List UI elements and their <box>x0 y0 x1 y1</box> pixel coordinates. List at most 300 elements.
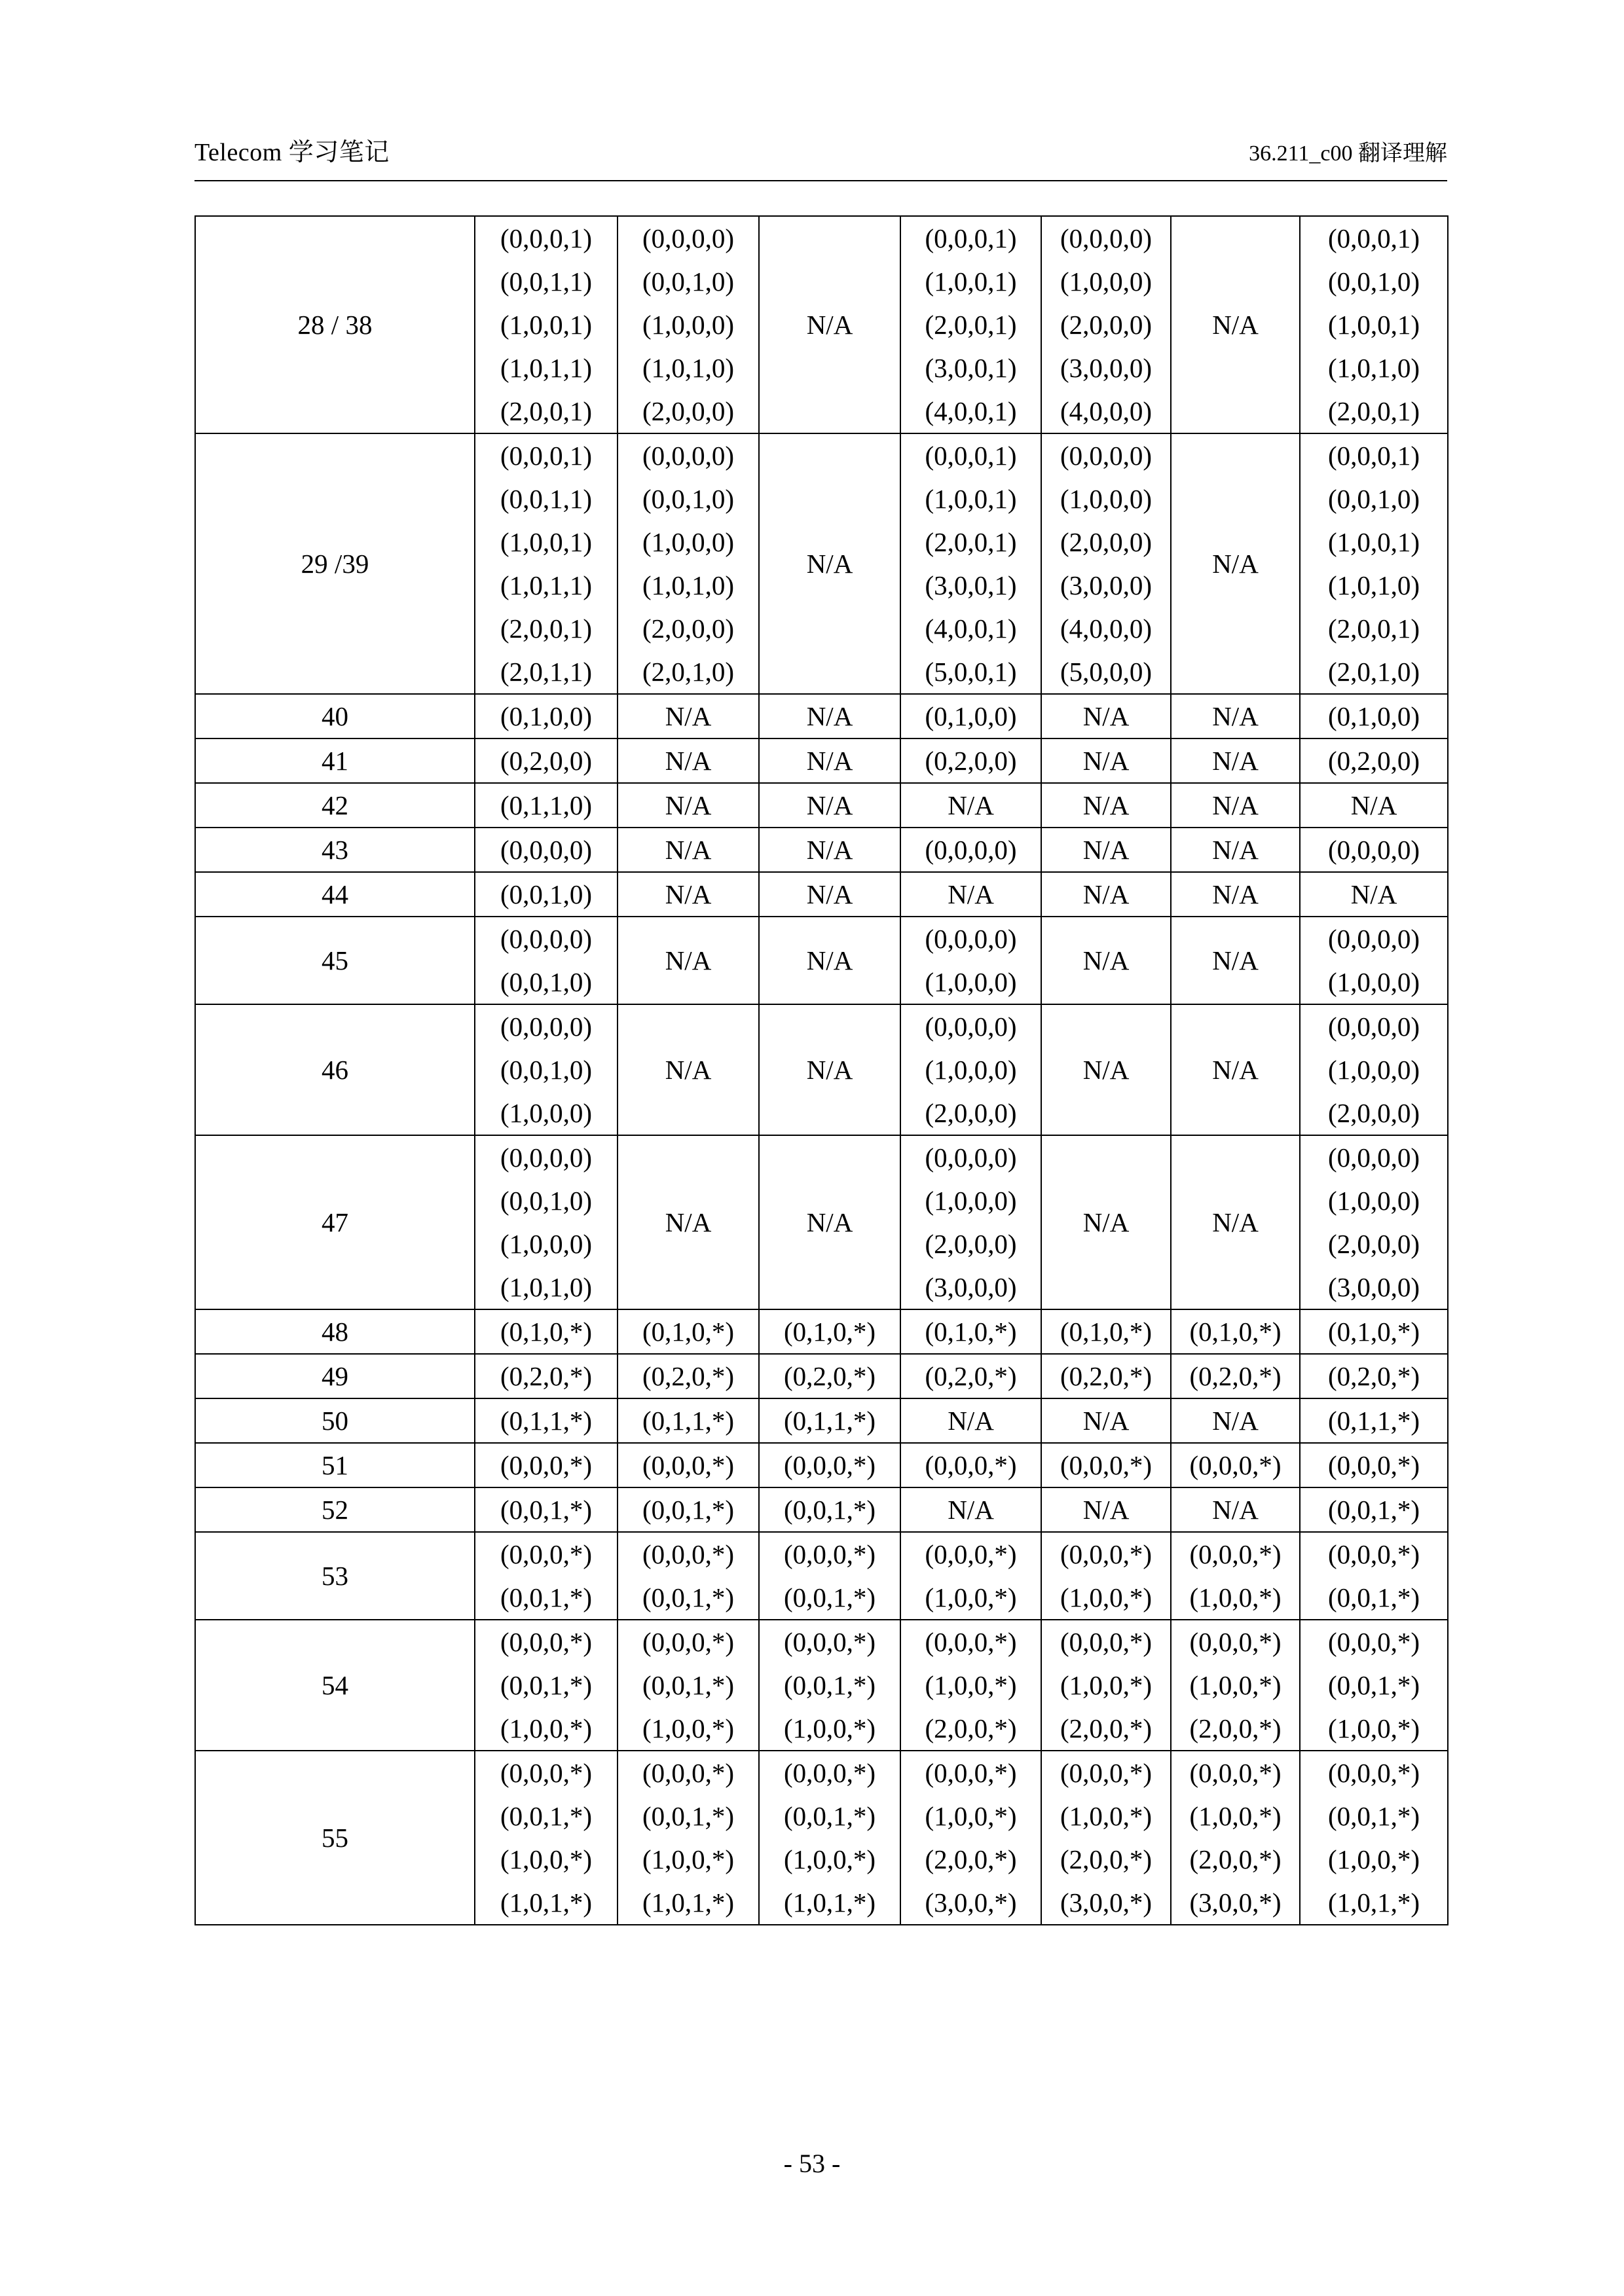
cell-value: (2,0,0,0) <box>925 1229 1017 1259</box>
cell-value: (0,0,0,*) <box>500 1539 593 1569</box>
cell-value: (1,0,0,*) <box>1189 1670 1282 1700</box>
table-cell <box>1041 1354 1171 1398</box>
cell-value: (0,0,0,*) <box>642 1450 735 1480</box>
table-cell <box>1300 1487 1448 1532</box>
table-cell <box>759 694 900 738</box>
cell-value: (1,0,0,*) <box>925 1670 1017 1700</box>
cell-value: (2,0,0,0) <box>642 613 735 644</box>
cell-value: (1,0,0,0) <box>1060 266 1153 297</box>
cell-value: N/A <box>1212 879 1259 909</box>
cell-value: N/A <box>806 879 853 909</box>
cell-value: N/A <box>1212 549 1259 579</box>
table-cell <box>1041 1309 1171 1354</box>
table-row <box>195 1004 1448 1135</box>
cell-value: (0,0,1,*) <box>500 1801 593 1831</box>
table-cell <box>475 216 618 433</box>
cell-value: (0,0,0,*) <box>500 1450 593 1480</box>
table-cell <box>1171 738 1300 783</box>
cell-value: (0,0,0,0) <box>1060 223 1153 253</box>
cell-value: N/A <box>1212 1207 1259 1237</box>
cell-value: N/A <box>665 879 712 909</box>
cell-value: (0,0,1,0) <box>500 1186 593 1216</box>
cell-value: N/A <box>1082 879 1130 909</box>
cell-value: (1,0,0,1) <box>500 527 593 557</box>
table-cell <box>900 1354 1041 1398</box>
cell-value: (1,0,0,0) <box>925 1055 1017 1085</box>
cell-value: (1,0,1,*) <box>642 1887 735 1918</box>
cell-value: (1,0,0,1) <box>1327 527 1420 557</box>
table-cell <box>759 783 900 828</box>
cell-value: N/A <box>1212 1055 1259 1085</box>
cell-value: (0,0,0,*) <box>642 1758 735 1788</box>
cell-value: (0,0,0,*) <box>642 1539 735 1569</box>
table-cell <box>475 694 618 738</box>
cell-value: N/A <box>806 835 853 865</box>
cell-value: (0,1,0,0) <box>500 701 593 731</box>
cell-value: (0,0,1,*) <box>1327 1582 1420 1613</box>
cell-value: (0,0,1,0) <box>500 879 593 909</box>
cell-value: (0,1,0,*) <box>1189 1317 1282 1347</box>
cell-value: (0,0,1,*) <box>642 1801 735 1831</box>
cell-value: (0,0,1,*) <box>642 1670 735 1700</box>
cell-value: (0,1,1,*) <box>1327 1406 1420 1436</box>
cell-value: (3,0,0,0) <box>1327 1272 1420 1302</box>
cell-value: N/A <box>665 746 712 776</box>
cell-value: (0,0,1,*) <box>642 1582 735 1613</box>
cell-value: (1,0,0,*) <box>783 1713 876 1743</box>
table-cell <box>475 1398 618 1443</box>
cell-value: N/A <box>1082 835 1130 865</box>
table-cell <box>759 1309 900 1354</box>
cell-value: (2,0,1,0) <box>1327 657 1420 687</box>
table-cell <box>900 694 1041 738</box>
cell-value: (1,0,0,0) <box>925 967 1017 997</box>
table-cell <box>1171 433 1300 694</box>
cell-value: (0,0,1,0) <box>642 266 735 297</box>
cell-value: N/A <box>1082 945 1130 975</box>
table-cell <box>1300 1354 1448 1398</box>
cell-value: (0,0,0,0) <box>500 835 593 865</box>
cell-value: (0,0,0,*) <box>925 1539 1017 1569</box>
cell-value: (2,0,0,1) <box>1327 396 1420 426</box>
table-cell <box>1300 783 1448 828</box>
cell-value: N/A <box>1082 1055 1130 1085</box>
header-doc-id: 36.211_c00 翻译理解 <box>1249 141 1447 166</box>
cell-value: (2,0,0,*) <box>1189 1844 1282 1874</box>
cell-value: (0,0,0,*) <box>783 1539 876 1569</box>
cell-value: (0,0,0,0) <box>1327 1142 1420 1173</box>
table-cell <box>1171 1354 1300 1398</box>
cell-value: (0,0,0,0) <box>500 1011 593 1042</box>
cell-value: (0,1,0,*) <box>1060 1317 1153 1347</box>
cell-value: (1,0,0,*) <box>925 1582 1017 1613</box>
cell-value: (0,0,0,*) <box>1189 1539 1282 1569</box>
table-cell <box>900 1398 1041 1443</box>
cell-value: (4,0,0,0) <box>1060 613 1153 644</box>
row-label: 47 <box>195 1135 475 1309</box>
table-cell <box>475 1751 618 1925</box>
cell-value: (0,0,0,1) <box>1327 223 1420 253</box>
cell-value: (1,0,0,0) <box>1060 484 1153 514</box>
table-cell <box>759 1487 900 1532</box>
cell-value: (1,0,0,*) <box>783 1844 876 1874</box>
table-row <box>195 1532 1448 1620</box>
cell-value: (1,0,1,1) <box>500 353 593 383</box>
cell-value: (3,0,0,*) <box>1189 1887 1282 1918</box>
cell-value: (1,0,0,1) <box>500 310 593 340</box>
cell-value: (0,0,0,*) <box>1060 1758 1153 1788</box>
table-row <box>195 1135 1448 1309</box>
cell-value: (0,0,1,0) <box>642 484 735 514</box>
cell-value: (1,0,0,0) <box>1327 1055 1420 1085</box>
cell-value: (0,0,0,*) <box>500 1627 593 1657</box>
cell-value: (4,0,0,0) <box>1060 396 1153 426</box>
table-cell <box>1041 1532 1171 1620</box>
row-label: 49 <box>195 1354 475 1398</box>
cell-value: (0,0,0,*) <box>783 1627 876 1657</box>
table-row <box>195 1309 1448 1354</box>
table-cell <box>618 1354 759 1398</box>
cell-value: (0,0,0,*) <box>925 1450 1017 1480</box>
row-label: 46 <box>195 1004 475 1135</box>
table-cell <box>475 1532 618 1620</box>
table-cell <box>618 1620 759 1751</box>
cell-value: (0,0,1,*) <box>642 1495 735 1525</box>
table-cell <box>900 917 1041 1004</box>
table-row <box>195 1751 1448 1925</box>
table-row <box>195 694 1448 738</box>
table-row <box>195 1443 1448 1487</box>
cell-value: (0,0,0,*) <box>1189 1758 1282 1788</box>
table-cell <box>900 433 1041 694</box>
cell-value: (2,0,0,1) <box>925 527 1017 557</box>
cell-value: (1,0,0,*) <box>642 1713 735 1743</box>
table-cell <box>475 1354 618 1398</box>
row-label: 40 <box>195 694 475 738</box>
table-cell <box>759 1135 900 1309</box>
table-cell <box>759 828 900 872</box>
cell-value: (2,0,0,*) <box>1189 1713 1282 1743</box>
cell-value: (2,0,1,0) <box>642 657 735 687</box>
cell-value: (0,1,1,*) <box>642 1406 735 1436</box>
cell-value: (0,0,0,*) <box>1327 1758 1420 1788</box>
cell-value: (1,0,1,0) <box>642 570 735 600</box>
cell-value: N/A <box>948 1495 994 1525</box>
cell-value: N/A <box>1082 746 1130 776</box>
table-cell <box>759 1620 900 1751</box>
cell-value: N/A <box>806 1207 853 1237</box>
cell-value: N/A <box>1212 746 1259 776</box>
table-cell <box>1041 1004 1171 1135</box>
table-cell <box>618 216 759 433</box>
cell-value: N/A <box>1212 790 1259 820</box>
cell-value: (0,0,0,0) <box>1327 1011 1420 1042</box>
table-cell <box>618 1532 759 1620</box>
cell-value: (2,0,0,0) <box>642 396 735 426</box>
cell-value: (5,0,0,1) <box>925 657 1017 687</box>
table-body <box>195 216 1448 1925</box>
table-cell <box>759 917 900 1004</box>
cell-value: (1,0,0,*) <box>1060 1582 1153 1613</box>
table-row <box>195 433 1448 694</box>
table-cell <box>900 738 1041 783</box>
row-label: 50 <box>195 1398 475 1443</box>
row-label: 53 <box>195 1532 475 1620</box>
cell-value: (0,2,0,0) <box>500 746 593 776</box>
cell-value: (2,0,0,1) <box>925 310 1017 340</box>
table-cell <box>475 1135 618 1309</box>
table-cell <box>1041 738 1171 783</box>
cell-value: (0,0,1,*) <box>783 1670 876 1700</box>
cell-value: (0,0,0,*) <box>1327 1450 1420 1480</box>
cell-value: N/A <box>1082 1495 1130 1525</box>
table-cell <box>1300 1620 1448 1751</box>
table-cell <box>759 216 900 433</box>
table-cell <box>759 872 900 917</box>
cell-value: (0,0,0,1) <box>1327 441 1420 471</box>
cell-value: N/A <box>665 1207 712 1237</box>
table-cell <box>1041 1398 1171 1443</box>
table-cell <box>1171 1620 1300 1751</box>
table-cell <box>900 1443 1041 1487</box>
table-cell <box>759 1398 900 1443</box>
table-cell <box>1300 872 1448 917</box>
cell-value: (0,0,1,*) <box>1327 1495 1420 1525</box>
table-cell <box>475 1443 618 1487</box>
cell-value: (2,0,0,0) <box>1060 310 1153 340</box>
cell-value: (0,1,0,*) <box>925 1317 1017 1347</box>
table-cell <box>475 433 618 694</box>
cell-value: (0,0,0,*) <box>1327 1627 1420 1657</box>
cell-value: N/A <box>806 945 853 975</box>
table-cell <box>1171 1004 1300 1135</box>
cell-value: (0,0,0,0) <box>925 1011 1017 1042</box>
table-cell <box>900 828 1041 872</box>
cell-value: (0,0,0,*) <box>925 1758 1017 1788</box>
row-label: 42 <box>195 783 475 828</box>
cell-value: N/A <box>1082 701 1130 731</box>
table-cell <box>618 694 759 738</box>
cell-value: (3,0,0,1) <box>925 570 1017 600</box>
table-cell <box>1171 872 1300 917</box>
cell-value: (0,0,0,*) <box>783 1758 876 1788</box>
table-cell <box>1041 433 1171 694</box>
table-cell <box>618 1309 759 1354</box>
cell-value: (0,1,1,*) <box>783 1406 876 1436</box>
cell-value: (0,0,1,0) <box>1327 266 1420 297</box>
table-cell <box>1300 1135 1448 1309</box>
cell-value: (0,0,1,*) <box>783 1495 876 1525</box>
cell-value: N/A <box>665 1055 712 1085</box>
table-row <box>195 1398 1448 1443</box>
cell-value: (0,0,1,1) <box>500 484 593 514</box>
cell-value: N/A <box>806 790 853 820</box>
cell-value: N/A <box>806 746 853 776</box>
cell-value: (1,0,1,0) <box>500 1272 593 1302</box>
table-cell <box>900 1309 1041 1354</box>
table-cell <box>1171 216 1300 433</box>
table-cell <box>618 828 759 872</box>
cell-value: (1,0,0,*) <box>1327 1844 1420 1874</box>
table-cell <box>1171 1398 1300 1443</box>
cell-value: N/A <box>1082 1207 1130 1237</box>
cell-value: (2,0,0,*) <box>925 1844 1017 1874</box>
table-cell <box>1041 694 1171 738</box>
cell-value: (0,2,0,*) <box>925 1361 1017 1391</box>
table-row <box>195 783 1448 828</box>
table-cell <box>1041 216 1171 433</box>
table-row <box>195 738 1448 783</box>
table-cell <box>618 1443 759 1487</box>
cell-value: (2,0,1,1) <box>500 657 593 687</box>
table-cell <box>1041 783 1171 828</box>
table-cell <box>618 1135 759 1309</box>
cell-value: N/A <box>806 549 853 579</box>
cell-value: (2,0,0,1) <box>1327 613 1420 644</box>
table-row <box>195 872 1448 917</box>
table-cell <box>759 1443 900 1487</box>
cell-value: (0,2,0,*) <box>1327 1361 1420 1391</box>
cell-value: N/A <box>948 790 994 820</box>
cell-value: (2,0,0,0) <box>1060 527 1153 557</box>
table-cell <box>618 1004 759 1135</box>
table-cell <box>475 872 618 917</box>
cell-value: (4,0,0,1) <box>925 613 1017 644</box>
table-cell <box>1041 1443 1171 1487</box>
cell-value: N/A <box>1212 945 1259 975</box>
cell-value: (0,0,0,0) <box>1060 441 1153 471</box>
cell-value: (1,0,1,*) <box>783 1887 876 1918</box>
table-cell <box>759 1751 900 1925</box>
cell-value: N/A <box>1212 1406 1259 1436</box>
table-cell <box>1041 917 1171 1004</box>
row-label: 28 / 38 <box>195 216 475 433</box>
table-cell <box>475 1487 618 1532</box>
table-cell <box>1171 1532 1300 1620</box>
row-label: 41 <box>195 738 475 783</box>
table-cell <box>475 783 618 828</box>
cell-value: (1,0,0,*) <box>500 1844 593 1874</box>
cell-value: N/A <box>665 701 712 731</box>
cell-value: N/A <box>948 879 994 909</box>
table-row <box>195 216 1448 433</box>
cell-value: (0,0,1,*) <box>1327 1670 1420 1700</box>
table-cell <box>618 872 759 917</box>
table-cell <box>1171 694 1300 738</box>
row-label: 45 <box>195 917 475 1004</box>
table-cell <box>1041 1135 1171 1309</box>
table-cell <box>1300 1004 1448 1135</box>
table-cell <box>759 1004 900 1135</box>
cell-value: (3,0,0,0) <box>1060 353 1153 383</box>
cell-value: (0,2,0,*) <box>783 1361 876 1391</box>
cell-value: (0,0,0,*) <box>1189 1627 1282 1657</box>
cell-value: (0,0,0,*) <box>1060 1450 1153 1480</box>
table-cell <box>1300 216 1448 433</box>
cell-value: N/A <box>806 310 853 340</box>
cell-value: (2,0,0,1) <box>500 396 593 426</box>
cell-value: (1,0,0,0) <box>1327 967 1420 997</box>
table-cell <box>618 917 759 1004</box>
cell-value: (1,0,0,*) <box>1189 1801 1282 1831</box>
cell-value: (0,2,0,*) <box>500 1361 593 1391</box>
cell-value: (1,0,0,*) <box>925 1801 1017 1831</box>
cell-value: (0,1,0,*) <box>500 1317 593 1347</box>
page-number: - 53 - <box>783 2149 841 2178</box>
cell-value: (0,0,1,1) <box>500 266 593 297</box>
table-cell <box>759 1532 900 1620</box>
cell-value: (1,0,0,*) <box>642 1844 735 1874</box>
table-cell <box>1171 917 1300 1004</box>
cell-value: (0,1,0,0) <box>925 701 1017 731</box>
table-cell <box>900 783 1041 828</box>
cell-value: (1,0,0,1) <box>1327 310 1420 340</box>
table-cell <box>475 1004 618 1135</box>
cell-value: (0,1,1,0) <box>500 790 593 820</box>
table-cell <box>900 1004 1041 1135</box>
cell-value: (0,0,0,0) <box>925 1142 1017 1173</box>
table-cell <box>618 783 759 828</box>
table-cell <box>1300 433 1448 694</box>
table-cell <box>1041 828 1171 872</box>
row-label: 44 <box>195 872 475 917</box>
cell-value: (0,0,0,*) <box>1060 1627 1153 1657</box>
cell-value: (0,0,0,0) <box>1327 835 1420 865</box>
cell-value: (2,0,0,1) <box>500 613 593 644</box>
table-cell <box>1041 1487 1171 1532</box>
cell-value: (0,0,1,0) <box>1327 484 1420 514</box>
cell-value: N/A <box>1082 790 1130 820</box>
cell-value: (5,0,0,0) <box>1060 657 1153 687</box>
table-cell <box>900 216 1041 433</box>
cell-value: (0,0,0,1) <box>500 223 593 253</box>
mapping-table <box>194 215 1449 1925</box>
table-row <box>195 917 1448 1004</box>
table-cell <box>475 828 618 872</box>
cell-value: (1,0,0,1) <box>925 484 1017 514</box>
cell-value: (1,0,0,0) <box>925 1186 1017 1216</box>
row-label: 52 <box>195 1487 475 1532</box>
table-cell <box>1300 1751 1448 1925</box>
table-cell <box>1041 1751 1171 1925</box>
cell-value: N/A <box>665 945 712 975</box>
cell-value: (0,0,0,*) <box>925 1627 1017 1657</box>
cell-value: N/A <box>806 1055 853 1085</box>
table-cell <box>900 1751 1041 1925</box>
cell-value: (0,0,1,0) <box>500 967 593 997</box>
table-cell <box>1041 872 1171 917</box>
cell-value: (0,1,0,*) <box>1327 1317 1420 1347</box>
cell-value: (0,0,1,*) <box>783 1582 876 1613</box>
cell-value: (0,0,1,*) <box>500 1495 593 1525</box>
cell-value: (1,0,1,0) <box>642 353 735 383</box>
table-cell <box>1300 694 1448 738</box>
row-label: 43 <box>195 828 475 872</box>
cell-value: (1,0,0,1) <box>925 266 1017 297</box>
table-cell <box>1171 1135 1300 1309</box>
table-row <box>195 1620 1448 1751</box>
cell-value: (0,0,0,0) <box>1327 924 1420 954</box>
table-cell <box>1171 1751 1300 1925</box>
table-cell <box>900 1487 1041 1532</box>
table-cell <box>900 1532 1041 1620</box>
cell-value: (0,0,0,0) <box>925 835 1017 865</box>
table-row <box>195 1354 1448 1398</box>
cell-value: (1,0,1,1) <box>500 570 593 600</box>
table-cell <box>759 433 900 694</box>
cell-value: (0,0,0,1) <box>925 441 1017 471</box>
cell-value: (1,0,0,*) <box>1060 1801 1153 1831</box>
